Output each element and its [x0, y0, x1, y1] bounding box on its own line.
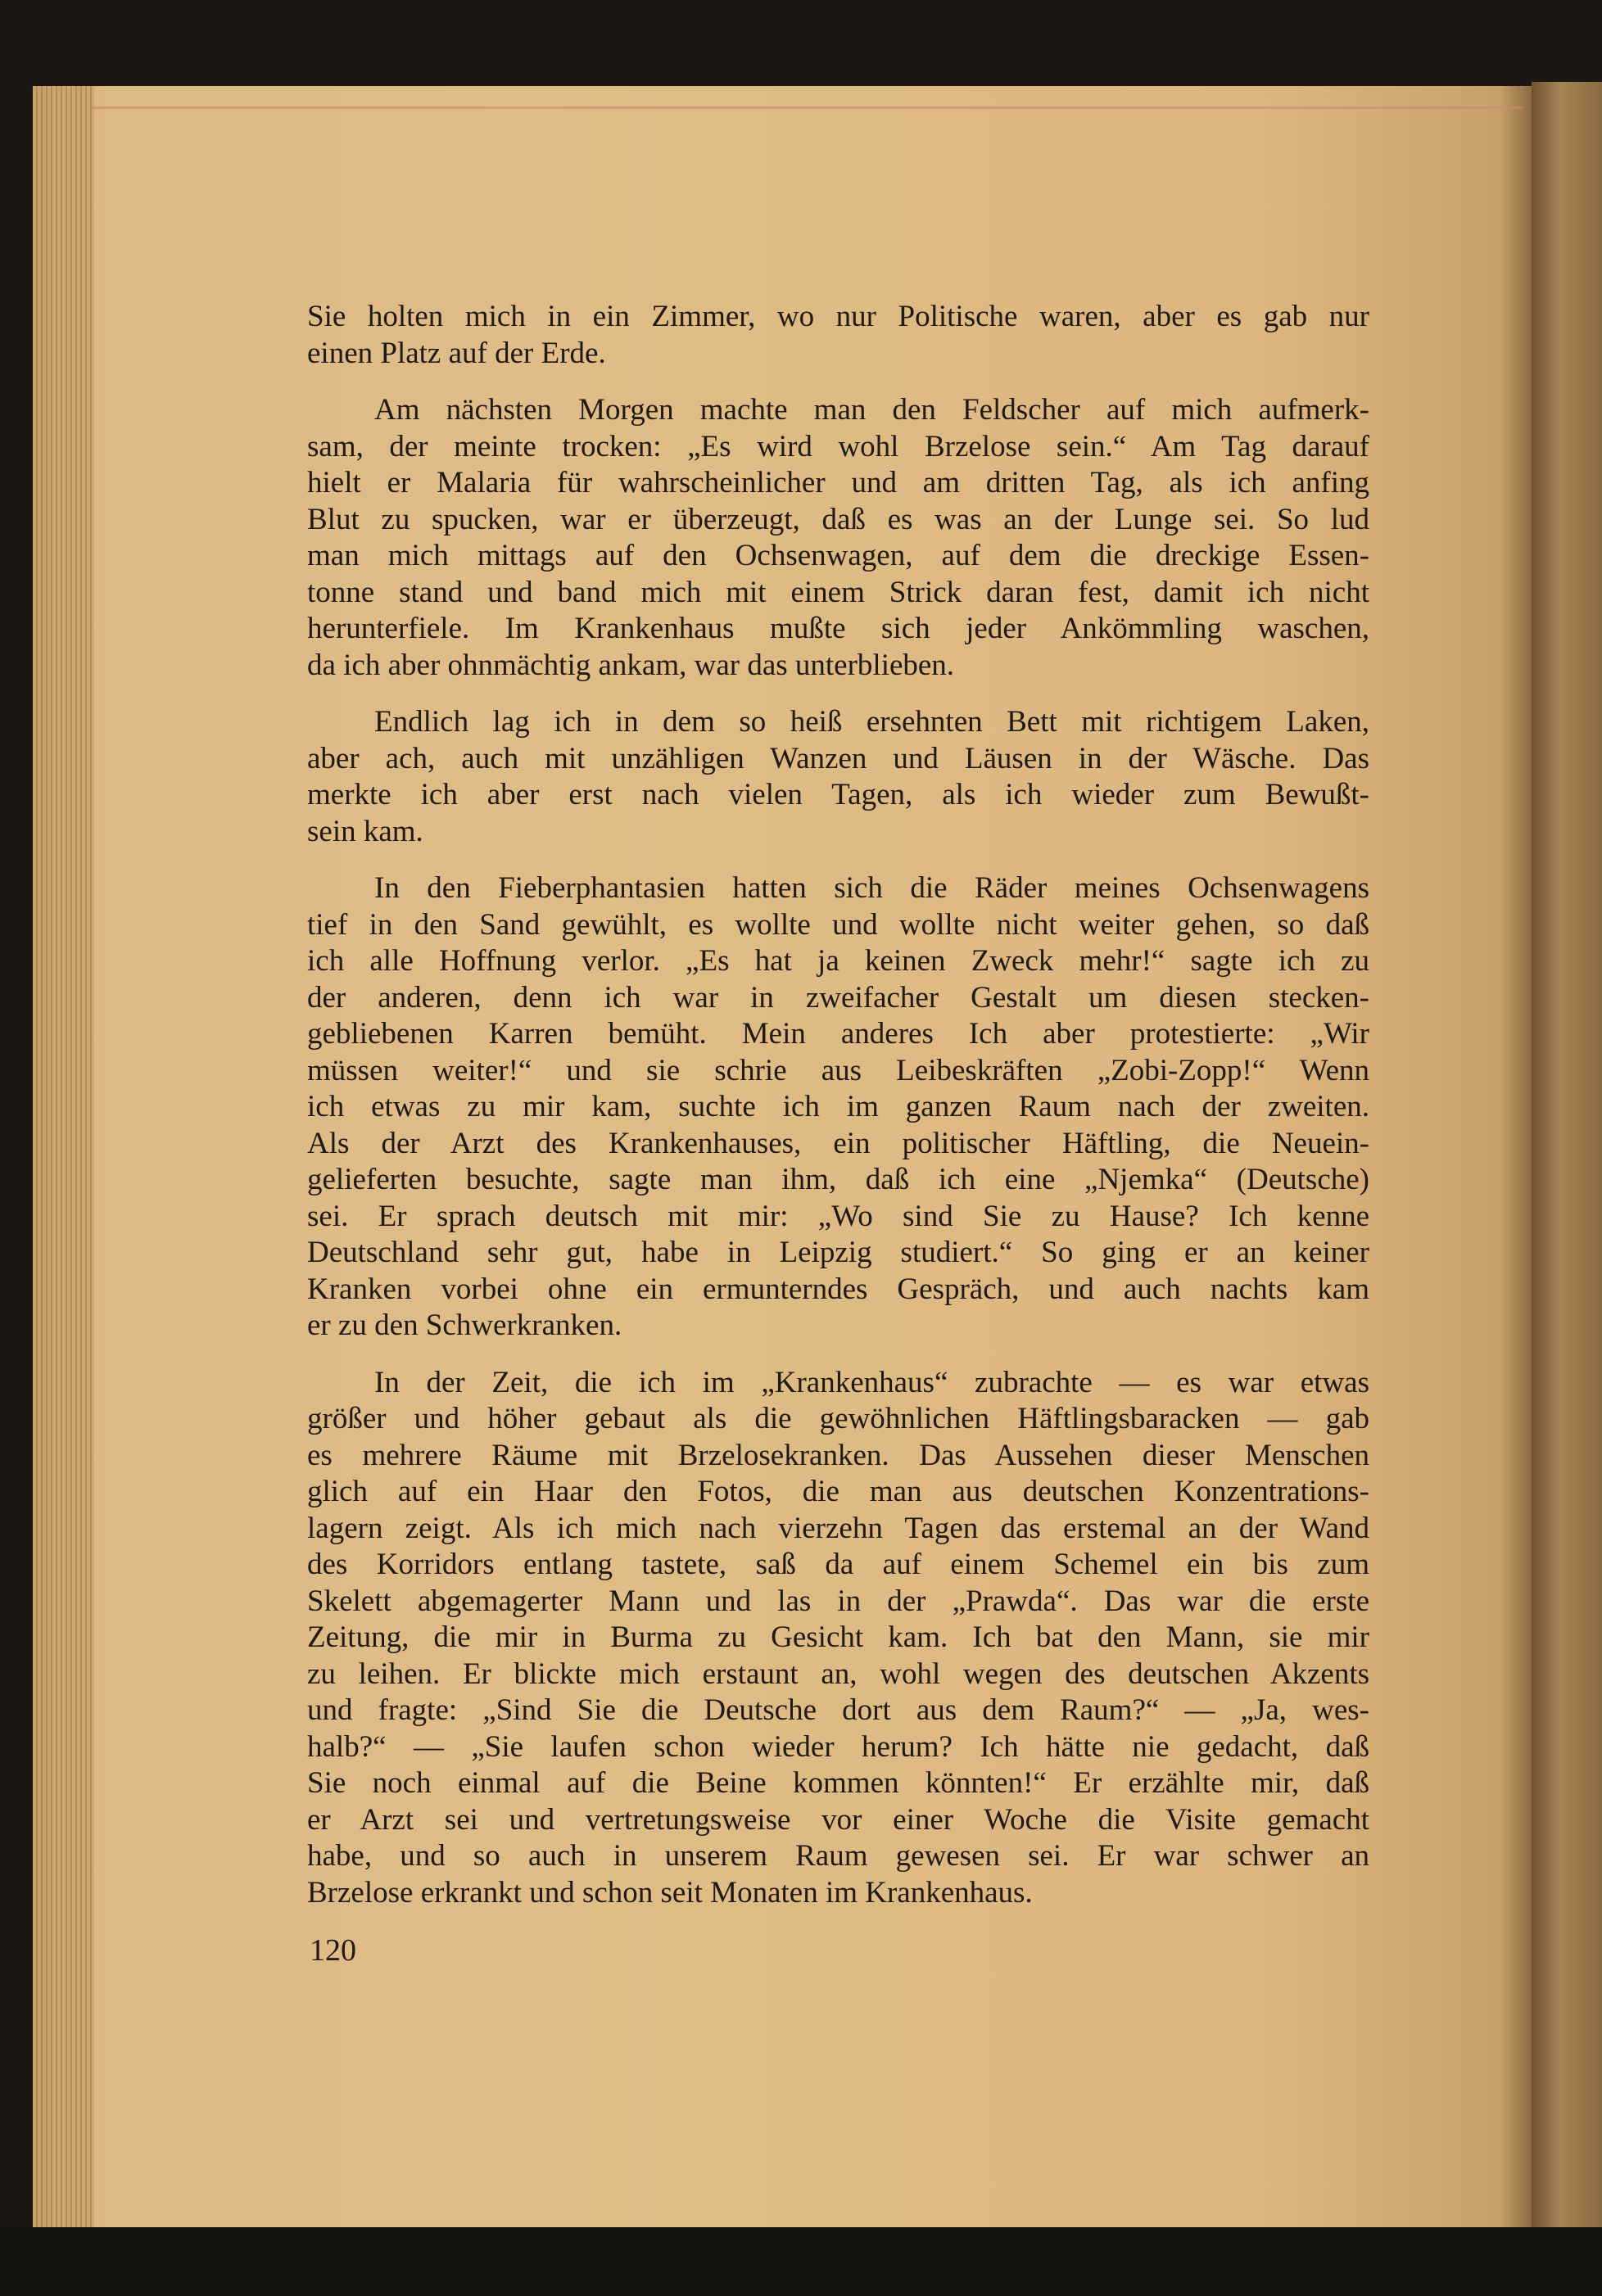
text-line: zu leihen. Er blickte mich erstaunt an, wohl wegen des deutschen Akzents	[307, 1656, 1369, 1691]
text-line: ich etwas zu mir kam, suchte ich im ganzen Raum nach der zweiten.	[307, 1090, 1369, 1123]
text-line: In der Zeit, die ich im „Krankenhaus“ zubrachte — es war etwas	[374, 1365, 1369, 1399]
page-number: 120	[310, 1933, 356, 1968]
text-line: Brzelose erkrankt und schon seit Monaten im Krankenhaus.	[307, 1875, 1033, 1910]
text-line: tief in den Sand gewühlt, es wollte und wollte nicht weiter gehen, so daß	[307, 907, 1369, 942]
text-line: lagern zeigt. Als ich mich nach vierzehn Tagen das erstemal an der Wand	[307, 1511, 1369, 1545]
text-line: man mich mittags auf den Ochsenwagen, auf dem die dreckige Essen-	[307, 539, 1369, 572]
text-line: In den Fieberphantasien hatten sich die Räder meines Ochsenwagens	[374, 871, 1369, 905]
text-line: größer und höher gebaut als die gewöhnlichen Häftlingsbaracken — gab	[307, 1402, 1369, 1435]
text-line: er Arzt sei und vertretungsweise vor einer Woche die Visite gemacht	[307, 1802, 1369, 1837]
text-line: Sie holten mich in ein Zimmer, wo nur Politische waren, aber es gab nur	[307, 300, 1369, 333]
text-line: aber ach, auch mit unzähligen Wanzen und Läusen in der Wäsche. Das	[307, 741, 1369, 775]
text-line: sei. Er sprach deutsch mit mir: „Wo sind Sie zu Hause? Ich kenne	[307, 1199, 1369, 1233]
text-line: habe, und so auch in unserem Raum gewesen sei. Er war schwer an	[307, 1839, 1369, 1873]
text-line: es mehrere Räume mit Brzelosekranken. Das Aussehen dieser Menschen	[307, 1438, 1369, 1472]
text-line: gelieferten besuchte, sagte man ihm, daß ich eine „Njemka“ (Deutsche)	[307, 1163, 1369, 1196]
text-line: Deutschland sehr gut, habe in Leipzig studiert.“ So ging er an keiner	[307, 1236, 1369, 1269]
text-line: des Korridors entlang tastete, saß da auf einem Schemel ein bis zum	[307, 1548, 1369, 1581]
text-line: hielt er Malaria für wahrscheinlicher und am dritten Tag, als ich anfing	[307, 466, 1369, 499]
text-line: herunterfiele. Im Krankenhaus mußte sich jeder Ankömmling waschen,	[307, 612, 1369, 645]
body-text	[307, 299, 1369, 1932]
text-line: Skelett abgemagerter Mann und las in der „Prawda“. Das war die erste	[307, 1584, 1369, 1618]
scan-background	[0, 2227, 1602, 2296]
text-line: sam, der meinte trocken: „Es wird wohl Brzelose sein.“ Am Tag darauf	[307, 429, 1369, 463]
text-line: ich alle Hoffnung verlor. „Es hat ja keinen Zweck mehr!“ sagte ich zu	[307, 944, 1369, 978]
text-line: Blut zu spucken, war er überzeugt, daß es was an der Lunge sei. So lud	[307, 502, 1369, 536]
text-line: Endlich lag ich in dem so heiß ersehnten Bett mit richtigem Laken,	[374, 705, 1369, 739]
text-line: da ich aber ohnmächtig ankam, war das unterblieben.	[307, 648, 955, 682]
text-line: Kranken vorbei ohne ein ermunterndes Gespräch, und auch nachts kam	[307, 1272, 1369, 1306]
text-line: sein kam.	[307, 814, 423, 848]
page-edges	[33, 86, 94, 2231]
paragraph	[307, 704, 1369, 850]
text-line: er zu den Schwerkranken.	[307, 1308, 622, 1342]
paragraph	[307, 392, 1369, 684]
text-line: einen Platz auf der Erde.	[307, 336, 606, 370]
facing-page-edge	[1532, 82, 1602, 2227]
text-line: müssen weiter!“ und sie schrie aus Leibeskräften „Zobi-Zopp!“ Wenn	[307, 1053, 1369, 1087]
text-line: gebliebenen Karren bemüht. Mein anderes Ich aber protestierte: „Wir	[307, 1017, 1369, 1051]
text-line: Zeitung, die mir in Burma zu Gesicht kam. Ich bat den Mann, sie mir	[307, 1620, 1369, 1654]
text-line: tonne stand und band mich mit einem Strick daran fest, damit ich nicht	[307, 575, 1369, 609]
paragraph	[307, 299, 1369, 372]
text-line: halb?“ — „Sie laufen schon wieder herum? Ich hätte nie gedacht, daß	[307, 1729, 1369, 1764]
text-line: merkte ich aber erst nach vielen Tagen, als ich wieder zum Bewußt-	[307, 778, 1369, 811]
text-line: Am nächsten Morgen machte man den Feldscher auf mich aufmerk-	[374, 393, 1369, 427]
text-line: Als der Arzt des Krankenhauses, ein politischer Häftling, die Neuein-	[307, 1126, 1369, 1160]
text-line: und fragte: „Sind Sie die Deutsche dort aus dem Raum?“ — „Ja, wes-	[307, 1693, 1369, 1727]
text-line: glich auf ein Haar den Fotos, die man aus deutschen Konzentrations-	[307, 1475, 1369, 1508]
text-line: Sie noch einmal auf die Beine kommen könnten!“ Er erzählte mir, daß	[307, 1766, 1369, 1800]
top-rule	[90, 106, 1523, 109]
paragraph	[307, 1365, 1369, 1912]
paragraph	[307, 870, 1369, 1345]
text-line: der anderen, denn ich war in zweifacher Gestalt um diesen stecken-	[307, 980, 1369, 1015]
